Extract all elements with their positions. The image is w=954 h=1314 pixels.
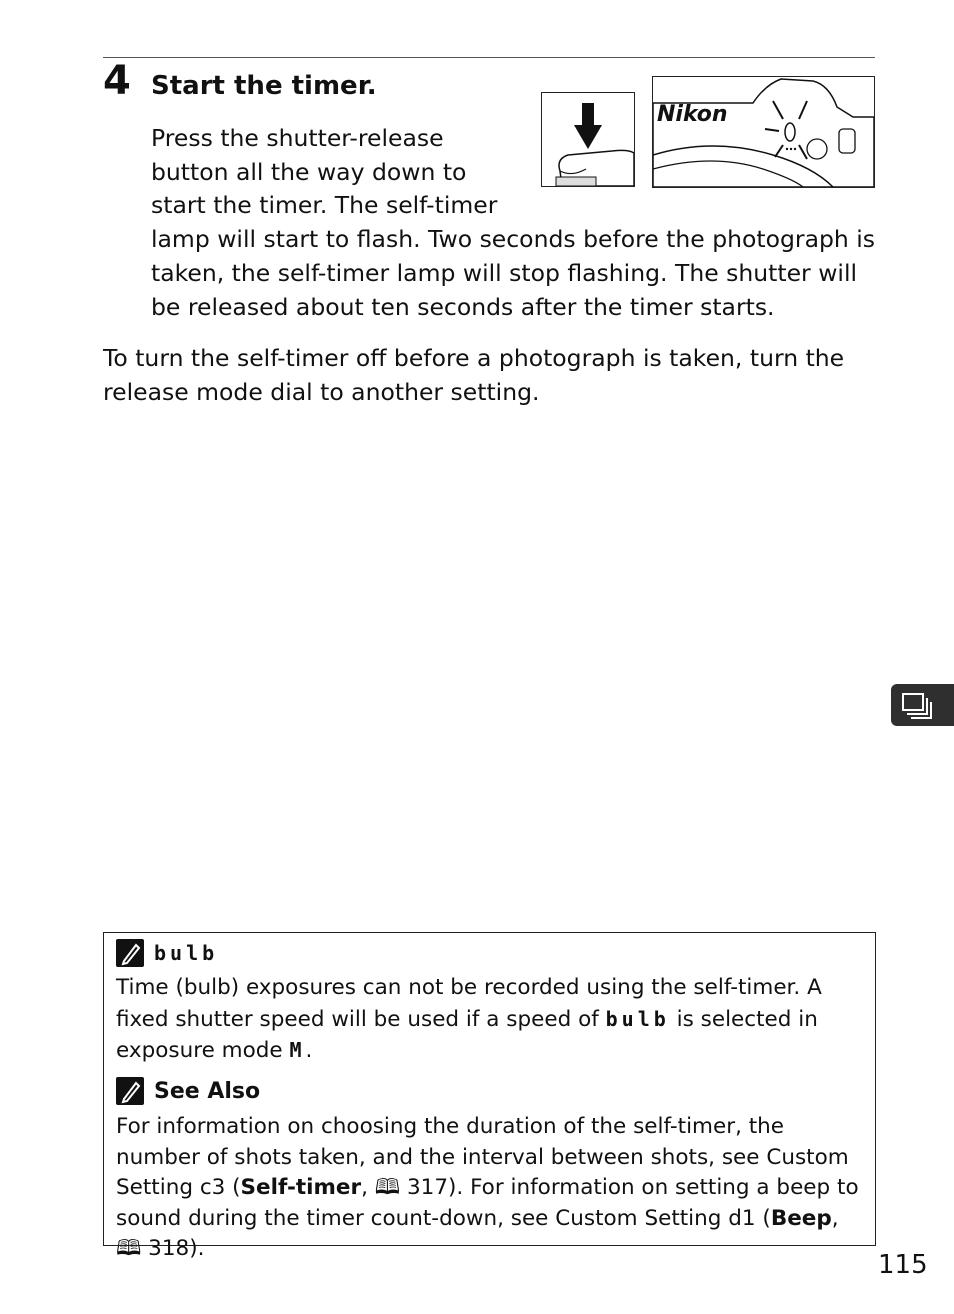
step-number: 4 — [103, 58, 131, 104]
camera-brand-logo: Nikon — [657, 102, 728, 127]
shutter-press-illustration — [541, 92, 635, 187]
bulb-note-text-b: is selected in exposure mode — [116, 1006, 818, 1063]
see-also-text-b: For information on setting a beep to sound during the timer count-down, see Custom Setting d1 ( — [116, 1175, 859, 1231]
see-also-title: See Also — [154, 1078, 261, 1104]
beep-ref: Beep — [770, 1205, 832, 1231]
bulb-lcd-value: bulb — [605, 1006, 670, 1031]
note-pencil-icon — [116, 939, 144, 967]
notes-box — [103, 932, 876, 1261]
turn-off-paragraph: To turn the self-timer off before a photograph is taken, turn the release mode dial to another setting. — [103, 344, 845, 406]
step-title: Start the timer. — [151, 71, 377, 101]
self-timer-page-ref: , 🕮 317). — [361, 1175, 464, 1200]
bulb-note-text-a: Time (bulb) exposures can not be recorded using the self-timer. A fixed shutter speed will be used if a speed of — [116, 975, 822, 1032]
bulb-note-heading — [116, 939, 218, 967]
bulb-note-text — [116, 973, 866, 1067]
top-rule — [103, 57, 875, 58]
page-number: 115 — [878, 1250, 928, 1280]
mode-lcd-value: M — [289, 1038, 306, 1062]
see-also-text — [116, 1112, 866, 1265]
camera-self-timer-lamp-illustration — [652, 76, 875, 188]
step-body-text: Press the shutter-release button all the way down to start the timer. The self-timer lamp will start to flash. Two seconds before the photograph is taken, the self-timer lamp will stop flashing. The shutter will be released about ten seconds after the timer starts. — [151, 124, 876, 321]
see-also-text-a: For information on choosing the duration of the self-timer, the number of shots taken, and the interval between shots, see Custom Setting c3 ( — [116, 1114, 849, 1200]
release-mode-section-tab — [891, 684, 954, 726]
release-mode-icon — [891, 684, 954, 726]
bulb-note-text-c: . — [305, 1038, 313, 1063]
beep-page-ref: , 🕮 318). — [116, 1205, 839, 1261]
see-also-heading — [116, 1077, 260, 1105]
bulb-note-title: bulb — [154, 941, 219, 965]
note-pencil-icon — [116, 1077, 144, 1105]
self-timer-ref: Self-timer — [240, 1175, 362, 1200]
